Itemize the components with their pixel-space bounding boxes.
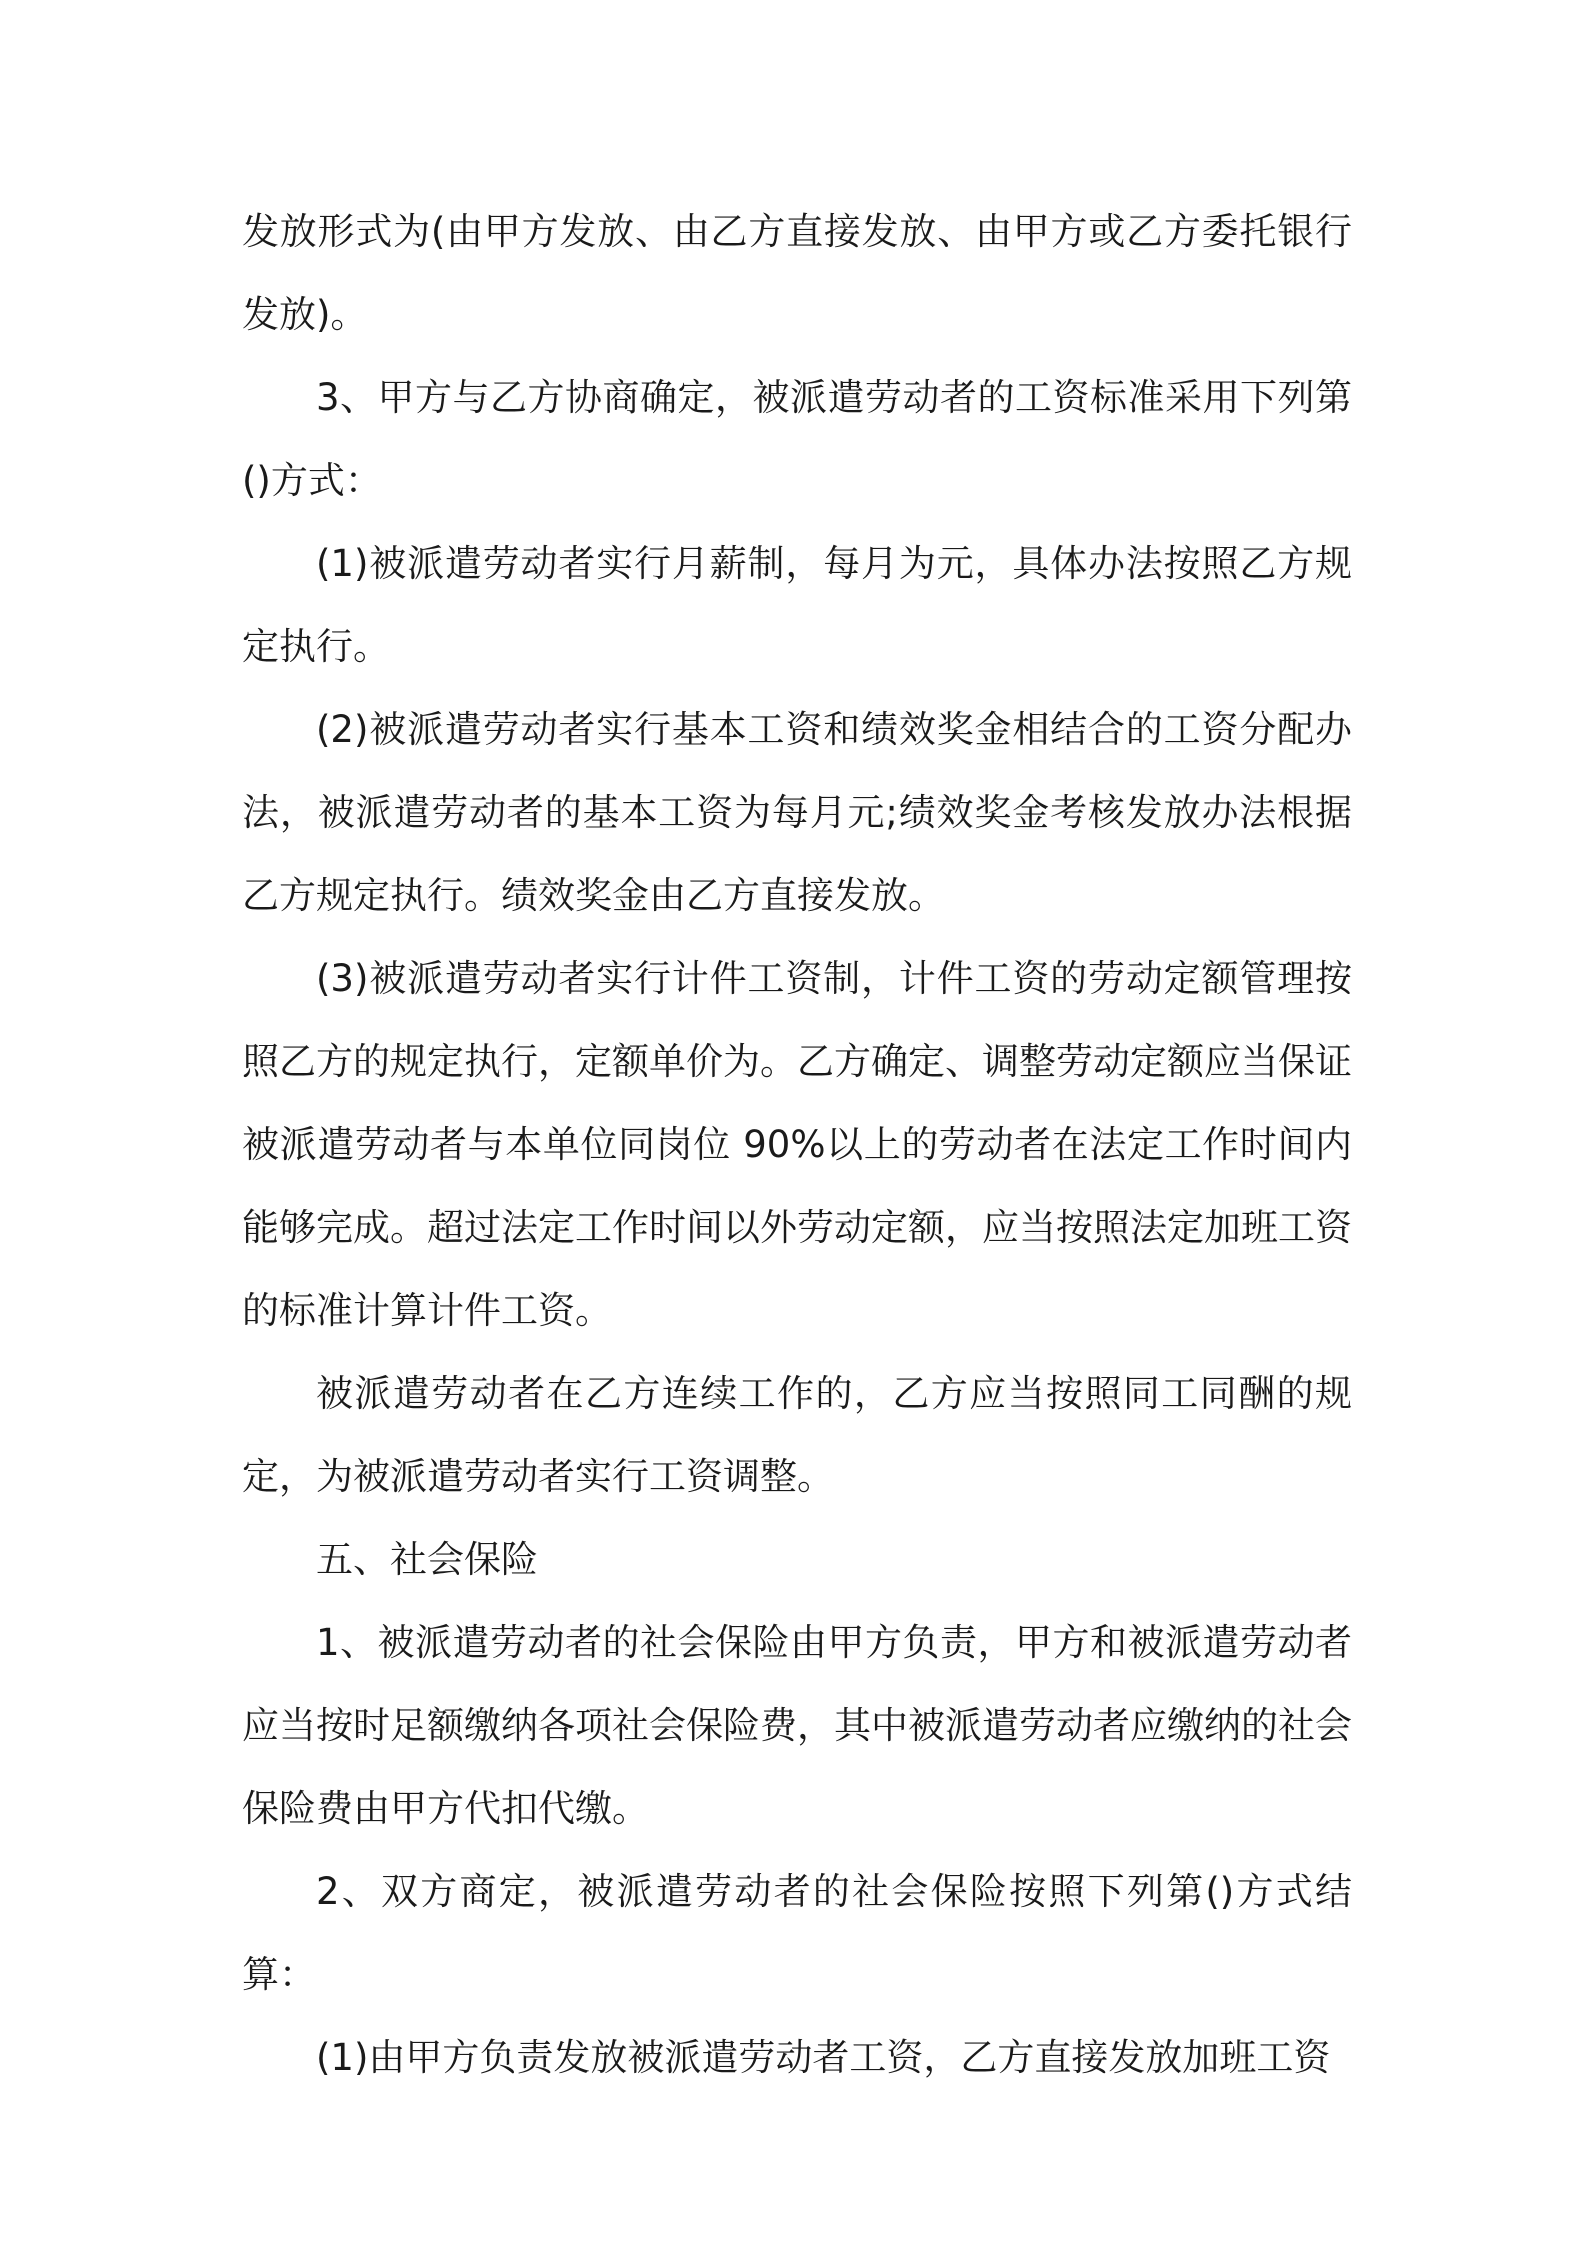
- paragraph-insurance-settlement: 2、双方商定，被派遣劳动者的社会保险按照下列第()方式结算：: [242, 1870, 1352, 1996]
- paragraph-monthly-salary: (1)被派遣劳动者实行月薪制，每月为元，具体办法按照乙方规定执行。: [242, 542, 1352, 668]
- paragraph-wage-standard: 3、甲方与乙方协商确定，被派遣劳动者的工资标准采用下列第()方式：: [242, 376, 1352, 502]
- paragraph-piece-rate: (3)被派遣劳动者实行计件工资制，计件工资的劳动定额管理按照乙方的规定执行，定额单价为。乙方确定、调整劳动定额应当保证被派遣劳动者与本单位同岗位 90%以上的劳动者在法定工作时间内能够完成。超过法定工作时间以外劳动定额，应当按照法定加班工资的标准计算计件工资。: [242, 957, 1352, 1332]
- paragraph-wage-adjustment: 被派遣劳动者在乙方连续工作的，乙方应当按照同工同酬的规定，为被派遣劳动者实行工资调整。: [242, 1372, 1352, 1498]
- section-heading-social-insurance: 五、社会保险: [316, 1538, 538, 1581]
- paragraph-insurance-responsibility: 1、被派遣劳动者的社会保险由甲方负责，甲方和被派遣劳动者应当按时足额缴纳各项社会保险费，其中被派遣劳动者应缴纳的社会保险费由甲方代扣代缴。: [242, 1621, 1352, 1830]
- paragraph-base-plus-bonus: (2)被派遣劳动者实行基本工资和绩效奖金相结合的工资分配办法，被派遣劳动者的基本工资为每月元;绩效奖金考核发放办法根据乙方规定执行。绩效奖金由乙方直接发放。: [242, 708, 1352, 917]
- paragraph-insurance-option-1: (1)由甲方负责发放被派遣劳动者工资，乙方直接发放加班工资: [316, 2036, 1331, 2079]
- paragraph-payment-method: 发放形式为(由甲方发放、由乙方直接发放、由甲方或乙方委托银行发放)。: [242, 210, 1352, 336]
- document-body: [242, 190, 1352, 2099]
